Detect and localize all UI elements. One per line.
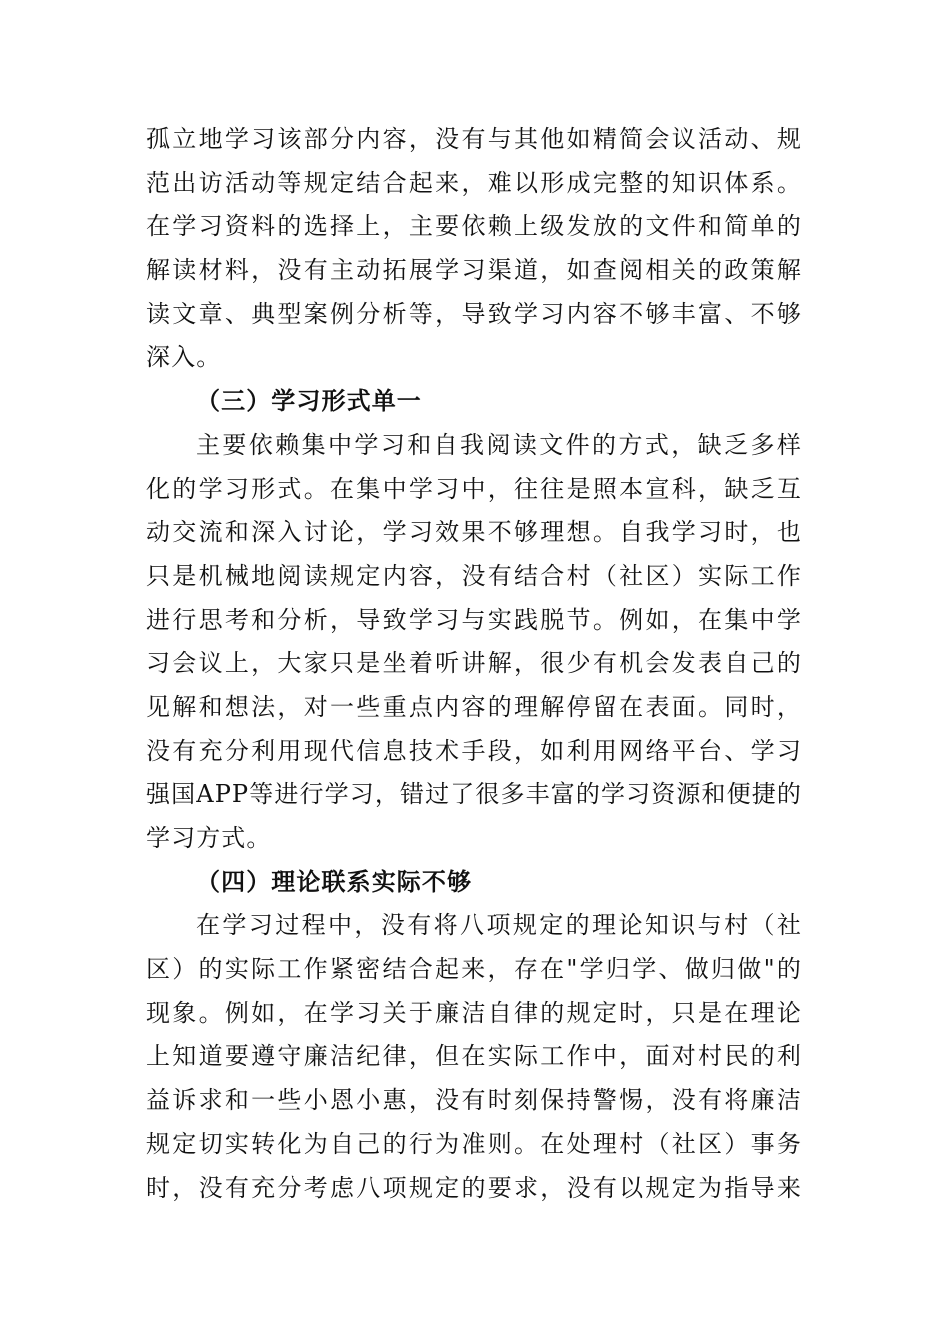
text-line: 益诉求和一些小恩小惠，没有时刻保持警惕，没有将廉洁 <box>146 1086 802 1115</box>
text-line: 现象。例如，在学习关于廉洁自律的规定时，只是在理论 <box>146 998 802 1027</box>
text-line: 读文章、典型案例分析等，导致学习内容不够丰富、不够 <box>146 299 802 328</box>
text-line: 规定切实转化为自己的行为准则。在处理村（社区）事务 <box>146 1129 802 1158</box>
text-line: 只是机械地阅读规定内容，没有结合村（社区）实际工作 <box>146 561 802 590</box>
text-line: 学习方式。 <box>146 824 272 852</box>
section-heading: （三）学习形式单一 <box>196 387 422 416</box>
text-line: 范出访活动等规定结合起来，难以形成完整的知识体系。 <box>146 168 802 197</box>
text-line: 解读材料，没有主动拓展学习渠道，如查阅相关的政策解 <box>146 256 802 285</box>
text-line: 孤立地学习该部分内容，没有与其他如精简会议活动、规 <box>146 125 802 153</box>
text-line: 区）的实际工作紧密结合起来，存在"学归学、做归做"的 <box>146 955 802 984</box>
text-line: 见解和想法，对一些重点内容的理解停留在表面。同时， <box>146 692 802 721</box>
text-line: 上知道要遵守廉洁纪律，但在实际工作中，面对村民的利 <box>146 1042 802 1071</box>
text-line: 深入。 <box>146 343 222 372</box>
text-line: 没有充分利用现代信息技术手段，如利用网络平台、学习 <box>146 736 802 765</box>
text-line: 动交流和深入讨论，学习效果不够理想。自我学习时，也 <box>146 518 802 547</box>
document-page <box>146 118 802 1210</box>
text-line: 在学习过程中，没有将八项规定的理论知识与村（社 <box>196 911 802 940</box>
text-line: 强国APP等进行学习，错过了很多丰富的学习资源和便捷的 <box>146 780 802 809</box>
text-line: 时，没有充分考虑八项规定的要求，没有以规定为指导来 <box>146 1173 802 1202</box>
text-line: 主要依赖集中学习和自我阅读文件的方式，缺乏多样 <box>196 430 802 459</box>
text-line: 化的学习形式。在集中学习中，往往是照本宣科，缺乏互 <box>146 474 802 503</box>
text-line: 习会议上，大家只是坐着听讲解，很少有机会发表自己的 <box>146 649 802 678</box>
section-heading: （四）理论联系实际不够 <box>196 867 473 896</box>
text-line: 进行思考和分析，导致学习与实践脱节。例如，在集中学 <box>146 605 802 634</box>
text-line: 在学习资料的选择上，主要依赖上级发放的文件和简单的 <box>146 212 802 241</box>
